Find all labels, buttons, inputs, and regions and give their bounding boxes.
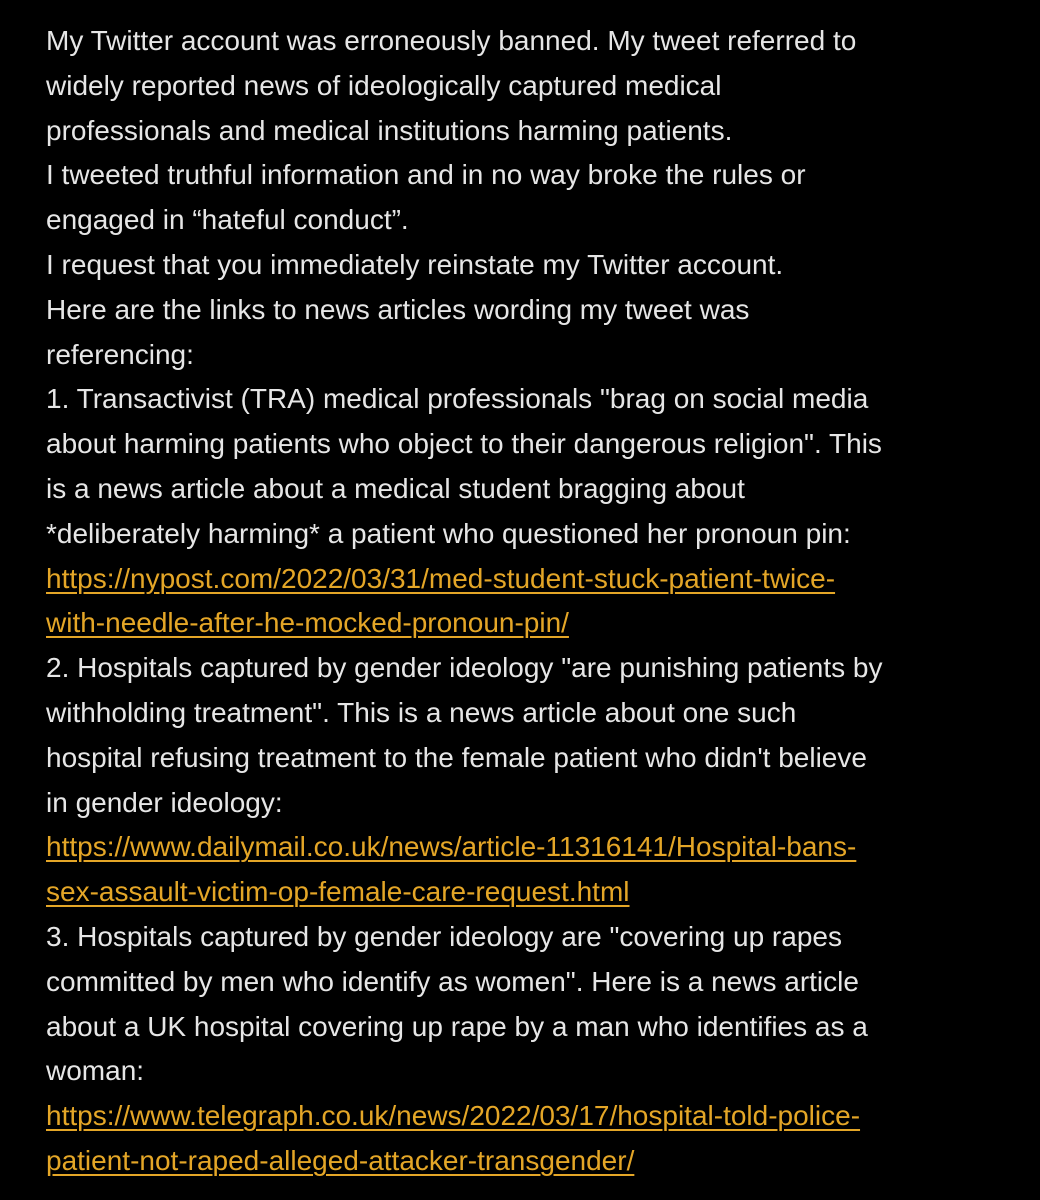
note-text-line: referencing: (46, 338, 194, 370)
article-link-line[interactable]: https://www.dailymail.co.uk/news/article-11316141/Hospital-bans- (46, 831, 857, 863)
note-text-line: is a news article about a medical student bragging about (46, 472, 745, 504)
note-text-line: engaged in “hateful conduct”. (46, 204, 409, 236)
note-body (46, 19, 1026, 1184)
article-link-line[interactable]: https://nypost.com/2022/03/31/med-student-stuck-patient-twice- (46, 562, 836, 594)
note-text-line: *deliberately harming* a patient who questioned her pronoun pin: (46, 517, 851, 549)
note-text-line: woman: (46, 1055, 145, 1087)
note-text-line: withholding treatment". This is a news article about one such (46, 696, 797, 728)
note-text-line: hospital refusing treatment to the female patient who didn't believe (46, 741, 867, 773)
note-text-line: 2. Hospitals captured by gender ideology "are punishing patients by (46, 652, 883, 684)
note-text-line: My Twitter account was erroneously banned. My tweet referred to (46, 25, 857, 56)
article-link-line[interactable]: with-needle-after-he-mocked-pronoun-pin/ (46, 607, 569, 639)
note-text-line: about a UK hospital covering up rape by a man who identifies as a (46, 1010, 868, 1042)
note-text-line: widely reported news of ideologically captured medical (46, 69, 722, 101)
note-text-line: Here are the links to news articles wording my tweet was (46, 293, 750, 325)
note-text-line: 1. Transactivist (TRA) medical professionals "brag on social media (46, 383, 869, 415)
article-link-line[interactable]: https://www.telegraph.co.uk/news/2022/03/17/hospital-told-police- (46, 1100, 861, 1132)
note-text-line: I request that you immediately reinstate my Twitter account. (46, 248, 784, 280)
article-link-line[interactable]: sex-assault-victim-op-female-care-request.html (46, 876, 630, 908)
note-text-line: I tweeted truthful information and in no way broke the rules or (46, 159, 806, 191)
note-text-line: in gender ideology: (46, 786, 283, 818)
note-text-line: committed by men who identify as women". Here is a news article (46, 965, 859, 997)
note-text-line: professionals and medical institutions harming patients. (46, 114, 733, 146)
note-text-line: about harming patients who object to their dangerous religion". This (46, 428, 882, 460)
note-text-line: 3. Hospitals captured by gender ideology are "covering up rapes (46, 920, 842, 952)
article-link-line[interactable]: patient-not-raped-alleged-attacker-transgender/ (46, 1144, 635, 1176)
